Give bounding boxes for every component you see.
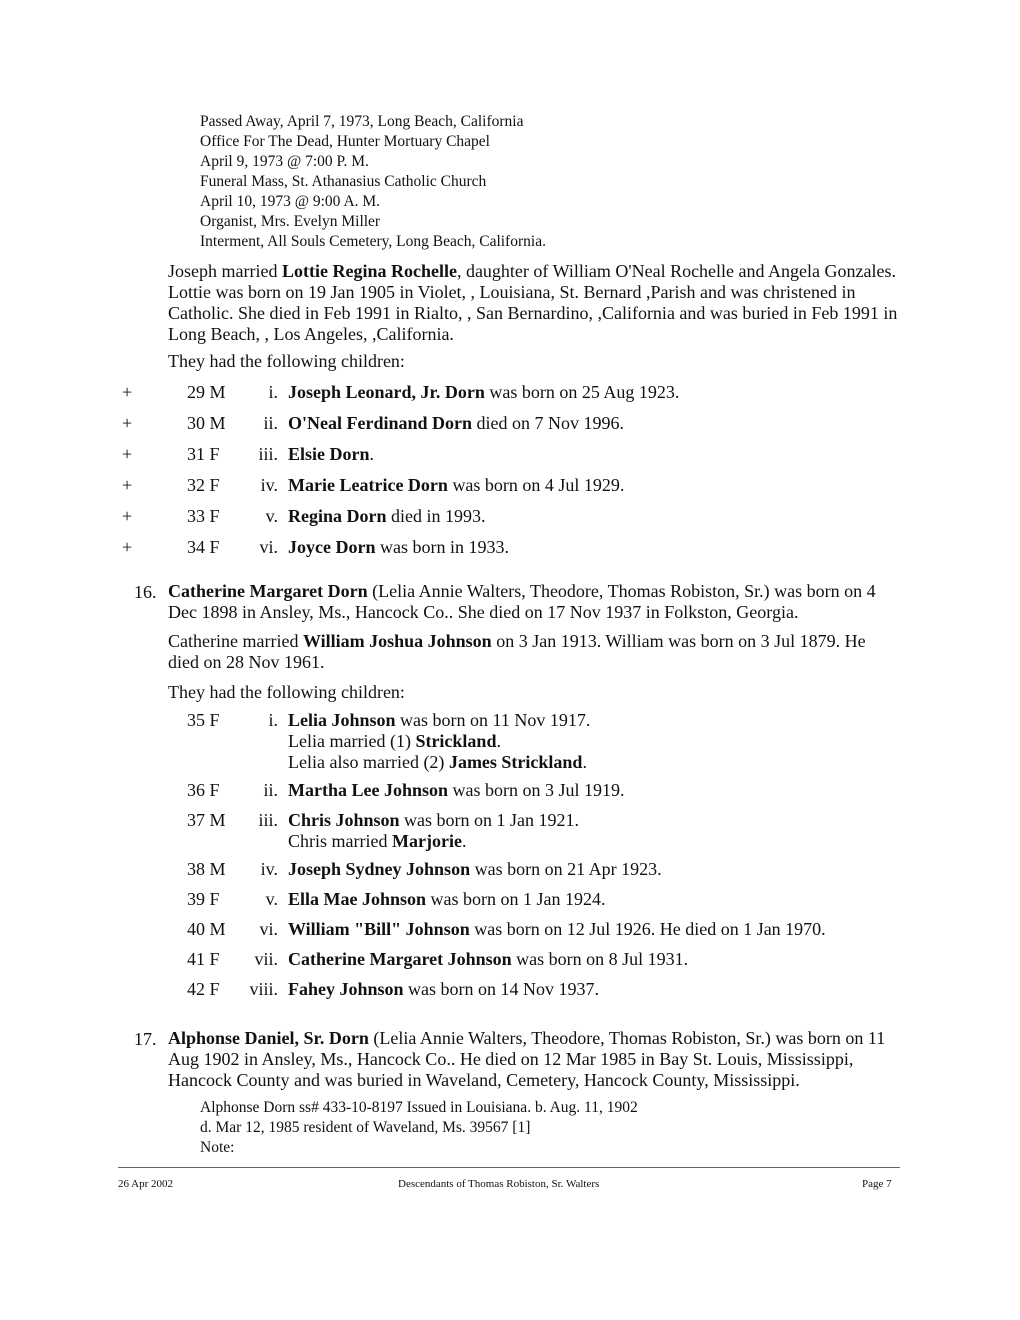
- spouse-name: Lottie Regina Rochelle: [281, 261, 457, 281]
- child-number: 32 F: [187, 475, 220, 495]
- has-descendants-marker: +: [122, 506, 133, 526]
- child-roman: i.: [268, 710, 278, 730]
- child-entry: Marie Leatrice Dorn was born on 4 Jul 1929.: [288, 475, 625, 495]
- child-roman: ii.: [263, 413, 278, 433]
- child-number: 36 F: [187, 780, 220, 800]
- has-descendants-marker: +: [122, 475, 133, 495]
- child-entry: O'Neal Ferdinand Dorn died on 7 Nov 1996.: [288, 413, 625, 433]
- note-line: April 9, 1973 @ 7:00 P. M.: [200, 153, 369, 170]
- child-number: 38 M: [187, 859, 226, 879]
- marriage-paragraph: Joseph married Lottie Regina Rochelle, daughter of William O'Neal Rochelle and Angela Gonzales. Lottie was born on 19 Jan 1905 in Violet, , Louisiana, St. Bernard ,Parish and was christened in Catholic. She died in Feb 1991 in Rialto, , San Bernardino, ,California and was buried in Feb 1991 in Long Beach, , Los Angeles, ,California.: [168, 261, 898, 344]
- child-entry: Chris Johnson was born on 1 Jan 1921.: [288, 810, 580, 830]
- child-number: 42 F: [187, 979, 220, 999]
- note-line: Note:: [200, 1139, 235, 1156]
- note-line: Passed Away, April 7, 1973, Long Beach, California: [200, 113, 524, 130]
- entry-number: 17.: [134, 1029, 157, 1049]
- child-entry: Martha Lee Johnson was born on 3 Jul 1919.: [288, 780, 625, 800]
- has-descendants-marker: +: [122, 444, 133, 464]
- child-number: 40 M: [187, 919, 226, 939]
- child-entry: Fahey Johnson was born on 14 Nov 1937.: [288, 979, 600, 999]
- child-roman: iii.: [258, 810, 278, 830]
- child-roman: vi.: [259, 919, 278, 939]
- footer-page-number: Page 7: [862, 1178, 892, 1190]
- child-roman: iii.: [258, 444, 278, 464]
- child-roman: ii.: [263, 780, 278, 800]
- footer-date: 26 Apr 2002: [118, 1178, 173, 1190]
- children-intro: They had the following children:: [168, 351, 405, 371]
- entry-paragraph: Alphonse Daniel, Sr. Dorn (Lelia Annie Walters, Theodore, Thomas Robiston, Sr.) was born on 11 Aug 1902 in Ansley, Ms., Hancock Co.. He died on 12 Mar 1985 in Bay St. Louis, Mississippi, Hancock County and was buried in Waveland, Cemetery, Hancock County, Mississippi.: [168, 1028, 886, 1090]
- child-roman: viii.: [249, 979, 278, 999]
- child-entry: Lelia Johnson was born on 11 Nov 1917.: [288, 710, 591, 730]
- child-number: 34 F: [187, 537, 220, 557]
- marriage-paragraph: Catherine married William Joshua Johnson on 3 Jan 1913. William was born on 3 Jul 1879. He died on 28 Nov 1961.: [168, 631, 866, 672]
- child-roman: iv.: [260, 859, 278, 879]
- child-roman: vi.: [259, 537, 278, 557]
- child-marriage: Lelia married (1) Strickland.: [288, 731, 501, 751]
- child-number: 29 M: [187, 382, 226, 402]
- note-line: d. Mar 12, 1985 resident of Waveland, Ms. 39567 [1]: [200, 1119, 531, 1136]
- child-number: 30 M: [187, 413, 226, 433]
- child-roman: iv.: [260, 475, 278, 495]
- note-line: Interment, All Souls Cemetery, Long Beach, California.: [200, 233, 546, 250]
- has-descendants-marker: +: [122, 382, 133, 402]
- child-number: 35 F: [187, 710, 220, 730]
- child-entry: Ella Mae Johnson was born on 1 Jan 1924.: [288, 889, 606, 909]
- person-name: Catherine Margaret Dorn: [168, 581, 368, 601]
- child-entry: Elsie Dorn.: [288, 444, 375, 464]
- child-number: 37 M: [187, 810, 226, 830]
- child-marriage: Chris married Marjorie.: [288, 831, 467, 851]
- child-entry: William "Bill" Johnson was born on 12 Jul 1926. He died on 1 Jan 1970.: [288, 919, 826, 939]
- footer-title: Descendants of Thomas Robiston, Sr. Walters: [398, 1178, 600, 1190]
- child-number: 31 F: [187, 444, 220, 464]
- entry-number: 16.: [134, 582, 157, 602]
- footer-rule: [118, 1167, 900, 1168]
- children-intro: They had the following children:: [168, 682, 405, 702]
- child-number: 33 F: [187, 506, 220, 526]
- note-line: Office For The Dead, Hunter Mortuary Chapel: [200, 133, 490, 150]
- child-number: 41 F: [187, 949, 220, 969]
- child-roman: vii.: [254, 949, 278, 969]
- child-number: 39 F: [187, 889, 220, 909]
- person-name: Alphonse Daniel, Sr. Dorn: [168, 1028, 369, 1048]
- has-descendants-marker: +: [122, 537, 133, 557]
- child-roman: v.: [265, 889, 278, 909]
- note-line: Funeral Mass, St. Athanasius Catholic Church: [200, 173, 487, 190]
- has-descendants-marker: +: [122, 413, 133, 433]
- child-entry: Joyce Dorn was born in 1933.: [288, 537, 509, 557]
- note-line: Organist, Mrs. Evelyn Miller: [200, 213, 381, 230]
- child-entry: Joseph Sydney Johnson was born on 21 Apr 1923.: [288, 859, 662, 879]
- child-entry: Regina Dorn died in 1993.: [288, 506, 486, 526]
- note-line: April 10, 1973 @ 9:00 A. M.: [200, 193, 381, 210]
- note-line: Alphonse Dorn ss# 433-10-8197 Issued in Louisiana. b. Aug. 11, 1902: [200, 1099, 638, 1116]
- child-marriage: Lelia also married (2) James Strickland.: [288, 752, 587, 772]
- child-entry: Joseph Leonard, Jr. Dorn was born on 25 Aug 1923.: [288, 382, 680, 402]
- child-entry: Catherine Margaret Johnson was born on 8 Jul 1931.: [288, 949, 689, 969]
- entry-paragraph: Catherine Margaret Dorn (Lelia Annie Walters, Theodore, Thomas Robiston, Sr.) was born on 4 Dec 1898 in Ansley, Ms., Hancock Co.. She died on 17 Nov 1937 in Folkston, Georgia.: [168, 581, 876, 622]
- child-roman: i.: [268, 382, 278, 402]
- spouse-name: William Joshua Johnson: [302, 631, 492, 651]
- child-roman: v.: [265, 506, 278, 526]
